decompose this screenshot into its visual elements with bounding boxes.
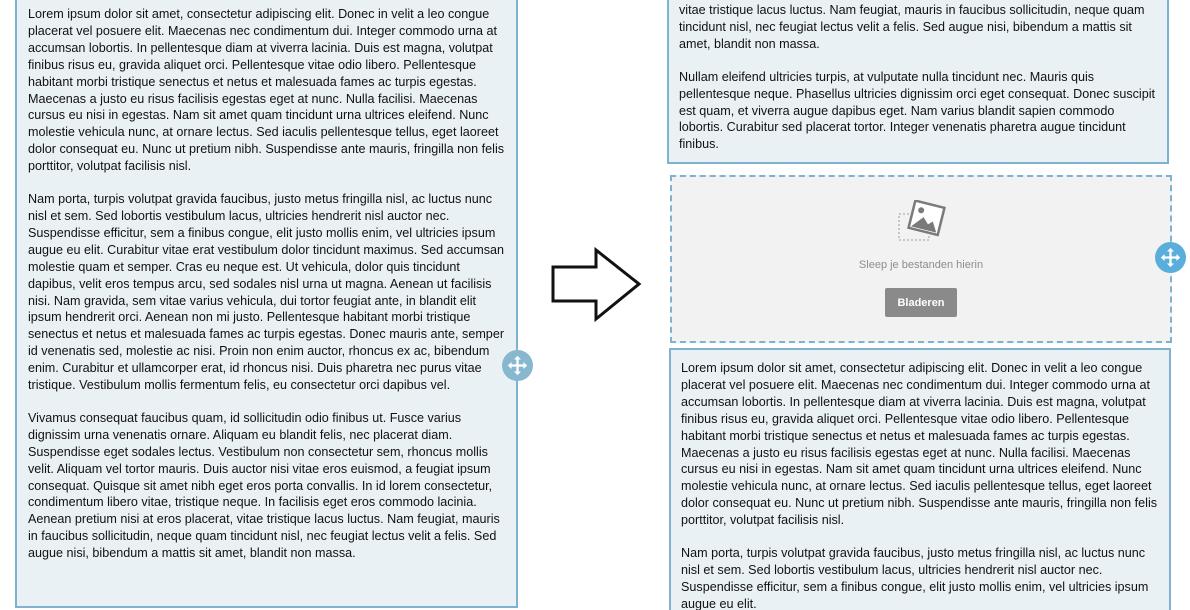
paragraph: Nam porta, turpis volutpat gravida faucibus, justo metus fringilla nisl, ac luctus nunc nisl et sem. Sed lobortis vestibulum lacus, ultricies hendrerit nisl auctor nec. Suspendisse efficitur, sem a finibus congue, elit justo mollis enim, vel ultricies ipsum augue eu elit. Curabitur vitae erat vestibulum dolor tincidunt maximus. Sed accumsan molestie quam et semper. Cras eu neque est. Ut vehicula, dolor quis tincidunt dapibus, velit eros tempus arcu, sed sodales nisl urna ut magna. Aenean ut facilisis nisi. Nam gravida, sem vitae varius vehicula, dui tortor feugiat ante, in blandit elit ipsum hendrerit orci. Aenean non mi justo. Pellentesque habitant morbi tristique senectus et netus et malesuada fames ac turpis egestas. Donec mauris ante, semper id venenatis sed, molestie ac nisi. Proin non enim auctor, rhoncus ex ac, bibendum enim. Curabitur et ullamcorper erat, id rhoncus nisi. Duis pharetra nec purus vitae tristique. Vestibulum mollis fermentum felis, eu consectetur orci dapibus vel. — [28, 192, 505, 393]
paragraph: Nullam eleifend ultricies turpis, at vulputate nulla tincidunt nec. Mauris quis pellentesque neque. Phasellus ultricies dignissim orci eget consequat. Donec suscipit est quam, et viverra augue dapibus eget. Nam varius blandit sapien commodo lobortis. Curabitur sed placerat tortor. Integer venenatis pharetra augue tincidunt finibus. — [679, 69, 1156, 152]
image-icon — [897, 200, 947, 246]
arrow-right-icon — [550, 247, 645, 323]
browse-button[interactable]: Bladeren — [885, 288, 957, 317]
paragraph: Lorem ipsum dolor sit amet, consectetur adipiscing elit. Donec in velit a leo congue placerat vel posuere elit. Maecenas nec condimentum dui. Integer commodo urna at accumsan lobortis. In pellentesque diam at viverra lacinia. Duis est magna, volutpat finibus risus eu, gravida aliquet orci. Pellentesque vitae odio libero. Pellentesque habitant morbi tristique senectus et netus et malesuada fames ac turpis egestas. Maecenas a justo eu risus facilisis egestas eget at nunc. Nulla facilisi. Maecenas cursus eu nisi in egestas. Nam sit amet quam tincidunt urna ultrices eleifend. Nunc molestie vehicula nunc, at ornare lectus. Sed iaculis pellentesque tellus, eget laoreet dolor consequat eu. Nunc ut pretium nibh. Suspendisse ante mauris, fringilla non felis porttitor, volutpat facilisis nisl. — [28, 7, 505, 174]
text-block-left[interactable] — [15, 0, 518, 608]
paragraph: Vivamus consequat faucibus quam, id sollicitudin odio finibus ut. Fusce varius dignissim urna venenatis ornare. Aliquam eu blandit felis, nec placerat diam. Suspendisse eget sodales lectus. Vestibulum non consectetur sem, rhoncus mollis velit. Aliquam vel tortor mauris. Duis auctor nisi vitae eros euismod, a feugiat ipsum consequat. Quisque sit amet nibh eget eros porta convallis. In id lorem consectetur, condimentum libero vitae, tristique neque. In facilisis eget eros commodo lacinia. Aenean pretium nisi at eros placerat, vitae tristique lacus luctus. Nam feugiat, mauris in faucibus sollicitudin, neque quam tincidunt nisl, nec feugiat lectus velit a felis. Sed augue nisi, bibendum a mattis sit amet, blandit non massa. — [28, 410, 500, 561]
move-handle-left[interactable] — [502, 350, 533, 381]
move-icon — [1160, 247, 1181, 268]
text-block-right-top[interactable] — [667, 0, 1169, 164]
paragraph: vitae tristique lacus luctus. Nam feugiat, mauris in faucibus sollicitudin, neque quam tincidunt nisl, nec feugiat lectus velit a felis. Sed augue nisi, bibendum a mattis sit amet, blandit non massa. — [679, 3, 1145, 51]
move-handle-right[interactable] — [1155, 242, 1186, 273]
paragraph: Lorem ipsum dolor sit amet, consectetur adipiscing elit. Donec in velit a leo congue placerat vel posuere elit. Maecenas nec condimentum dui. Integer commodo urna at accumsan lobortis. In pellentesque diam at viverra lacinia. Duis est magna, volutpat finibus risus eu, gravida aliquet orci. Pellentesque vitae odio libero. Pellentesque habitant morbi tristique senectus et netus et malesuada fames ac turpis egestas. Maecenas a justo eu risus facilisis egestas eget at nunc. Nulla facilisi. Maecenas cursus eu nisi in egestas. Nam sit amet quam tincidunt urna ultrices eleifend. Nunc molestie vehicula nunc, at ornare lectus. Sed iaculis pellentesque tellus, eget laoreet dolor consequat eu. Nunc ut pretium nibh. Suspendisse ante mauris, fringilla non felis porttitor, volutpat facilisis nisl. — [681, 361, 1158, 528]
text-block-right-bottom[interactable] — [669, 348, 1171, 610]
move-icon — [507, 355, 528, 376]
paragraph: Nam porta, turpis volutpat gravida faucibus, justo metus fringilla nisl, ac luctus nunc nisl et sem. Sed lobortis vestibulum lacus, ultricies hendrerit nisl auctor nec. Suspendisse efficitur, sem a finibus congue, elit justo mollis enim, vel ultricies ipsum augue eu elit. — [681, 546, 1149, 610]
file-dropzone[interactable] — [670, 175, 1172, 343]
dropzone-text: Sleep je bestanden hierin — [858, 259, 984, 271]
